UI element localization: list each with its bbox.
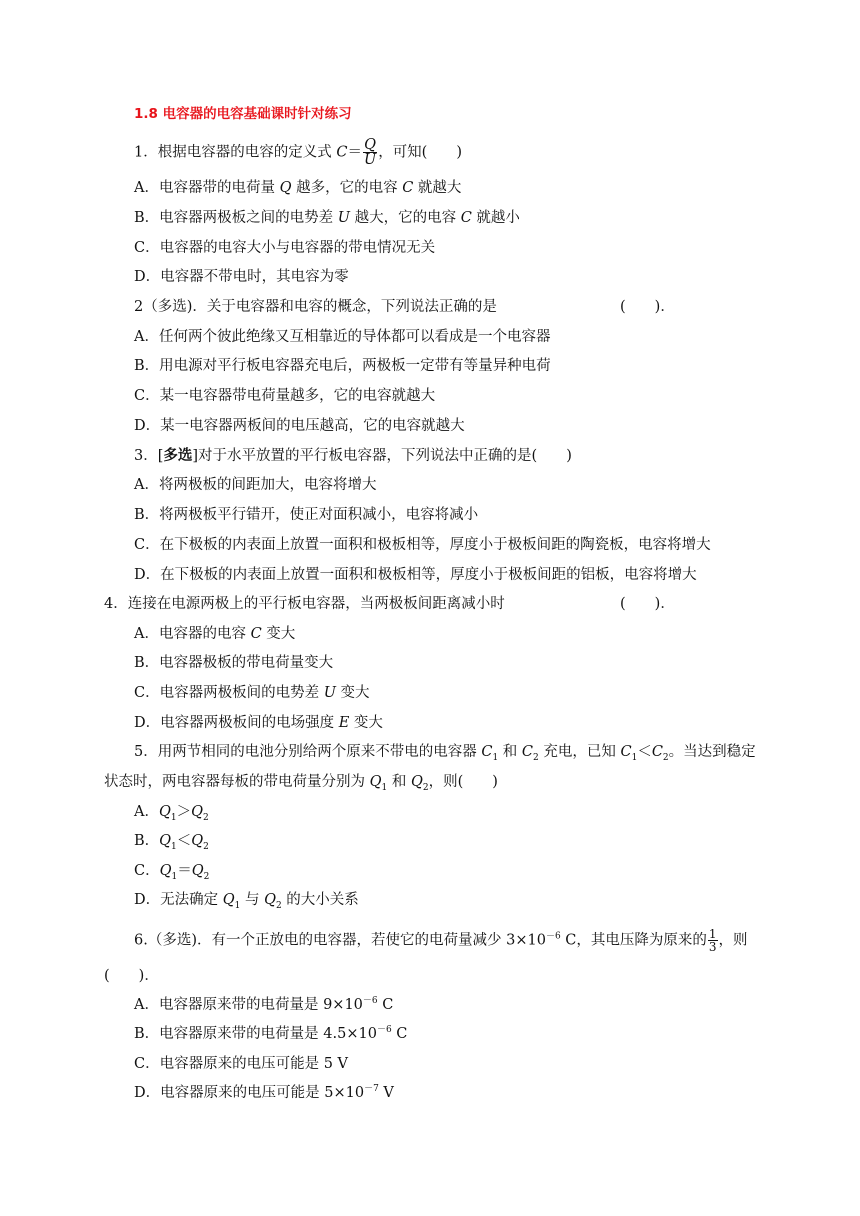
question-2: 2（多选)．关于电容器和电容的概念，下列说法正确的是 [134,299,497,315]
question-6-paren: ( )． [104,968,159,984]
option-3d: D．在下极板的内表面上放置一面积和极板相等，厚度小于极板间距的铝板，电容将增大 [134,567,697,583]
question-4: 4．连接在电源两极上的平行板电容器，当两极板间距离减小时 [104,596,505,612]
option-2d: D．某一电容器两板间的电压越高，它的电容就越大 [134,418,465,434]
option-5b: B．$Q_1<Q_2$ [134,833,209,852]
option-5a: A．$Q_1>Q_2$ [134,804,209,823]
option-4c: C．电容器两极板间的电势差 U 变大 [134,685,370,701]
option-2c: C．某一电容器带电荷量越多，它的电容就越大 [134,388,436,404]
option-3b: B．将两极板平行错开，使正对面积减小，电容将减小 [134,507,479,523]
option-4b: B．电容器极板的带电荷量变大 [134,655,334,671]
question-4-paren: ( )． [620,596,675,612]
question-5-cont: 状态时，两电容器每板的带电荷量分别为 $Q_1$ 和 $Q_2$，则( ) [104,774,498,793]
option-1b: B．电容器两极板之间的电势差 U 越大，它的电容 C 就越小 [134,210,520,226]
question-3: 3．[多选]对于水平放置的平行板电容器，下列说法中正确的是( ) [134,447,572,464]
option-4d: D．电容器两极板间的电场强度 E 变大 [134,715,383,731]
option-1c: C．电容器的电容大小与电容器的带电情况无关 [134,240,436,256]
option-4a: A．电容器的电容 C 变大 [134,626,296,642]
fraction-q-over-u: $\frac{Q}{U}$ [363,137,377,168]
question-1: 1．根据电容器的电容的定义式 C＝ $\frac{Q}{U}$ ，可知( ) [134,137,463,168]
option-2b: B．用电源对平行板电容器充电后，两极板一定带有等量异种电荷 [134,358,551,374]
option-1d: D．电容器不带电时，其电容为零 [134,269,349,285]
question-6: 6.（多选)．有一个正放电的电容器，若使它的电荷量减少 $3\times 10^{-6}$ C，其电压降为原来的 $\frac{1}{3}$ ，则 [134,927,748,954]
page-title: 1.8 电容器的电容基础课时针对练习 [134,106,352,122]
option-6b: B．电容器原来带的电荷量是 $4.5\times 10^{-6}$ C [134,1025,408,1042]
option-6a: A．电容器原来带的电荷量是 $9\times 10^{-6}$ C [134,996,394,1013]
question-2-paren: ( )． [620,299,675,315]
option-6c: C．电容器原来的电压可能是 5 V [134,1056,349,1072]
option-1a: A．电容器带的电荷量 Q 越多，它的电容 C 就越大 [134,180,462,196]
option-3c: C．在下极板的内表面上放置一面积和极板相等，厚度小于极板间距的陶瓷板，电容将增大 [134,537,711,553]
option-3a: A．将两极板的间距加大，电容将增大 [134,477,377,493]
option-5d: D．无法确定 $Q_1$ 与 $Q_2$ 的大小关系 [134,892,359,911]
option-5c: C．$Q_1=Q_2$ [134,863,210,882]
fraction-one-third: $\frac{1}{3}$ [708,927,717,954]
option-6d: D．电容器原来的电压可能是 $5\times 10^{-7}$ V [134,1084,394,1101]
question-5: 5．用两节相同的电池分别给两个原来不带电的电容器 $C_1$ 和 $C_2$ 充电，已知 $C_1<C_2$。当达到稳定 [134,744,756,763]
option-2a: A．任何两个彼此绝缘又互相靠近的导体都可以看成是一个电容器 [134,329,551,345]
